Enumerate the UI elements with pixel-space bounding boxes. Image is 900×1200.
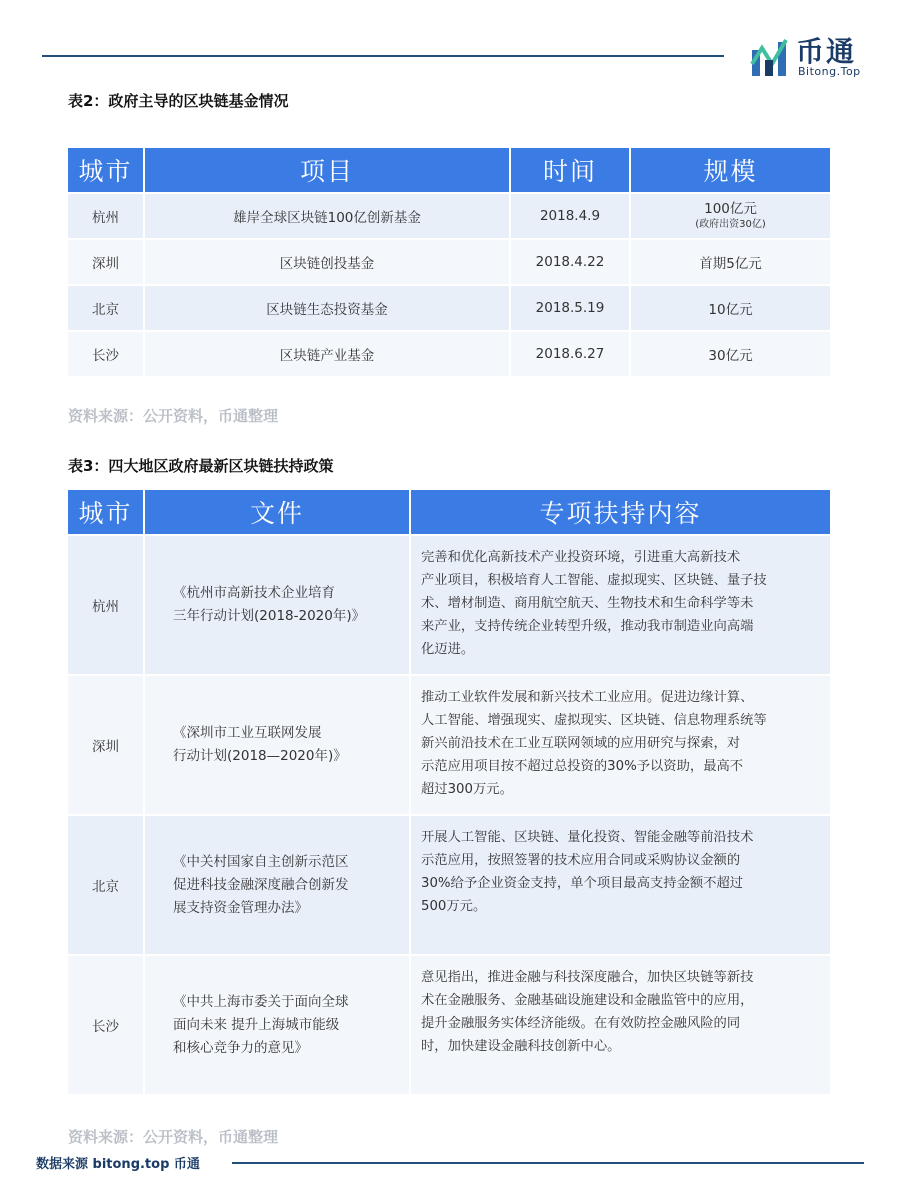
- brand-logo: [748, 30, 878, 82]
- cell-city: 长沙: [68, 954, 145, 1094]
- content-line: 产业项目，积极培育人工智能、虚拟现实、区块链、量子技: [421, 573, 767, 588]
- cell-project: 雄岸全球区块链100亿创新基金: [145, 192, 511, 238]
- cell-project: 区块链产业基金: [145, 330, 511, 376]
- content-line: 30%给予企业资金支持，单个项目最高支持金额不超过: [421, 876, 744, 891]
- doc-line: 展支持资金管理办法》: [173, 899, 308, 916]
- fund-table: [68, 148, 830, 376]
- content-line: 示范应用项目按不超过总投资的30%予以资助，最高不: [421, 759, 744, 774]
- fund-table-header-row: [68, 148, 830, 192]
- doc-line: 行动计划(2018—2020年)》: [173, 748, 347, 764]
- content-line: 术、增材制造、商用航空航天、生物技术和生命科学等未: [421, 596, 754, 611]
- brand-name-en: Bitong.Top: [798, 65, 861, 78]
- doc-line: 《杭州市高新技术企业培育: [173, 585, 335, 601]
- bitong-logo-icon: [748, 34, 792, 78]
- cell-content: [411, 674, 830, 814]
- cell-date: 2018.4.22: [511, 238, 631, 284]
- policy-table-header-row: [68, 490, 830, 534]
- footer-divider: [232, 1162, 864, 1164]
- header-document: 文件: [145, 490, 411, 534]
- size-value: 100亿元: [704, 201, 757, 217]
- table-row: [68, 814, 830, 954]
- table3-caption: 表3：四大地区政府最新区块链扶持政策: [68, 457, 334, 475]
- cell-city: 杭州: [68, 192, 145, 238]
- table-row: [68, 954, 830, 1094]
- table-row: [68, 192, 830, 238]
- cell-size: 10亿元: [631, 284, 830, 330]
- cell-project: 区块链创投基金: [145, 238, 511, 284]
- cell-size: 首期5亿元: [631, 238, 830, 284]
- header-content: 专项扶持内容: [411, 490, 830, 534]
- cell-document: [145, 674, 411, 814]
- content-line: 来产业，支持传统企业转型升级，推动我市制造业向高端: [421, 619, 754, 634]
- cell-content: [411, 534, 830, 674]
- cell-city: 北京: [68, 284, 145, 330]
- header-project: 项目: [145, 148, 511, 192]
- header-date: 时间: [511, 148, 631, 192]
- cell-date: 2018.6.27: [511, 330, 631, 376]
- header-size: 规模: [631, 148, 830, 192]
- cell-city: 杭州: [68, 534, 145, 674]
- table2-caption: 表2：政府主导的区块链基金情况: [68, 92, 289, 110]
- content-line: 超过300万元。: [421, 782, 513, 797]
- table3-source: 资料来源：公开资料，币通整理: [68, 1128, 279, 1146]
- policy-table: [68, 490, 830, 1094]
- cell-document: [145, 954, 411, 1094]
- content-line: 提升金融服务实体经济能级。在有效防控金融风险的同: [421, 1016, 741, 1031]
- content-line: 时，加快建设金融科技创新中心。: [421, 1039, 621, 1054]
- content-line: 示范应用，按照签署的技术应用合同或采购协议金额的: [421, 853, 741, 868]
- cell-size: [631, 192, 830, 238]
- doc-line: 《中共上海市委关于面向全球: [173, 993, 349, 1010]
- doc-line: 和核心竞争力的意见》: [173, 1039, 308, 1056]
- cell-date: 2018.5.19: [511, 284, 631, 330]
- content-line: 开展人工智能、区块链、量化投资、智能金融等前沿技术: [421, 830, 754, 845]
- table-row: [68, 330, 830, 376]
- cell-content: [411, 814, 830, 954]
- doc-line: 面向未来 提升上海城市能级: [173, 1016, 340, 1033]
- cell-document: [145, 814, 411, 954]
- size-note: (政府出资30亿): [695, 219, 766, 230]
- footer-text: 数据来源 bitong.top 币通: [36, 1157, 200, 1172]
- content-line: 新兴前沿技术在工业互联网领域的应用研究与探索，对: [421, 736, 741, 751]
- cell-content: [411, 954, 830, 1094]
- cell-city: 长沙: [68, 330, 145, 376]
- brand-name-cn: 币通: [796, 35, 857, 68]
- doc-line: 《中关村国家自主创新示范区: [173, 853, 349, 870]
- doc-line: 《深圳市工业互联网发展: [173, 725, 322, 741]
- table-row: [68, 284, 830, 330]
- cell-size: 30亿元: [631, 330, 830, 376]
- header-city: 城市: [68, 490, 145, 534]
- content-line: 意见指出，推进金融与科技深度融合，加快区块链等新技: [421, 970, 754, 985]
- doc-line: 促进科技金融深度融合创新发: [173, 876, 349, 893]
- table-row: [68, 238, 830, 284]
- cell-project: 区块链生态投资基金: [145, 284, 511, 330]
- table2-source: 资料来源：公开资料，币通整理: [68, 407, 279, 425]
- content-line: 术在金融服务、金融基础设施建设和金融监管中的应用，: [421, 993, 754, 1008]
- content-line: 500万元。: [421, 899, 487, 914]
- cell-city: 北京: [68, 814, 145, 954]
- doc-line: 三年行动计划(2018-2020年)》: [173, 608, 366, 624]
- content-line: 完善和优化高新技术产业投资环境，引进重大高新技术: [421, 550, 741, 565]
- cell-document: [145, 534, 411, 674]
- cell-city: 深圳: [68, 674, 145, 814]
- cell-city: 深圳: [68, 238, 145, 284]
- header-divider: [42, 55, 724, 57]
- table-row: [68, 534, 830, 674]
- cell-date: 2018.4.9: [511, 192, 631, 238]
- content-line: 推动工业软件发展和新兴技术工业应用。促进边缘计算、: [421, 690, 754, 705]
- content-line: 人工智能、增强现实、虚拟现实、区块链、信息物理系统等: [421, 713, 767, 728]
- table-row: [68, 674, 830, 814]
- content-line: 化迈进。: [421, 642, 475, 657]
- header-city: 城市: [68, 148, 145, 192]
